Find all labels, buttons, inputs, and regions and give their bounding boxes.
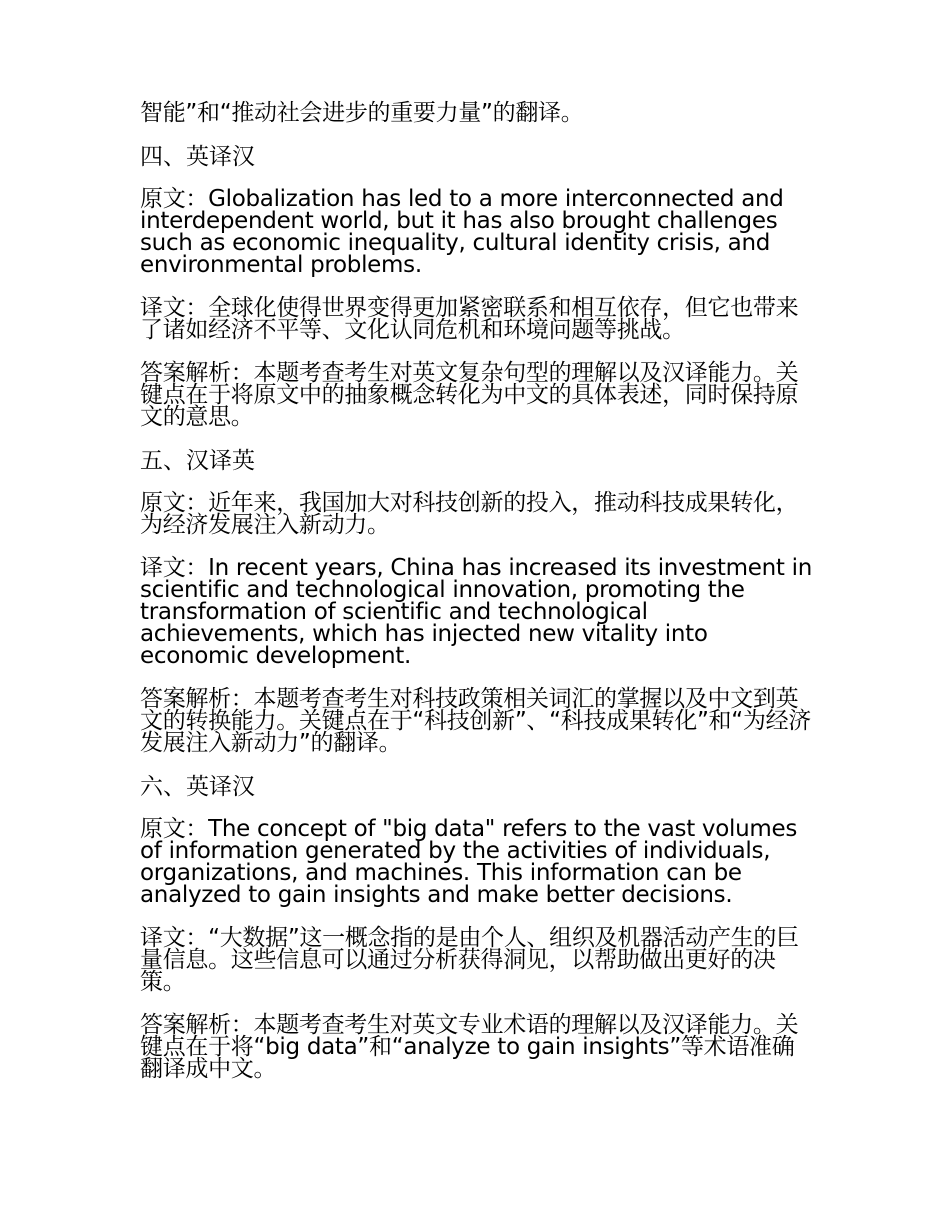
source-text-4: 原文：Globalization has led to a more interconnected and interdependent world, but it has also brought challenges such as economic inequality, cultural identity crisis, and environmental problems. <box>140 186 784 278</box>
answer-analysis-6: 答案解析：本题考查考生对英文专业术语的理解以及汉译能力。关键点在于将“big data”和“analyze to gain insights”等术语准确翻译成中文。 <box>140 1012 799 1082</box>
document-page <box>140 102 812 1101</box>
translation-text-5: 译文：In recent years, China has increased its investment in scientific and technological innovation, promoting the transformation of scientific and technological achievements, which has injected new vitality into economic development. <box>140 555 812 669</box>
source-text-5: 原文：近年来，我国加大对科技创新的投入，推动科技成果转化，为经济发展注入新动力。 <box>140 490 799 538</box>
source-text-6: 原文：The concept of "big data" refers to the vast volumes of information generated by the activities of individuals, organizations, and machines. This information can be analyzed to gain insights and make better decisions. <box>140 816 798 908</box>
answer-analysis-5: 答案解析：本题考查考生对科技政策相关词汇的掌握以及中文到英文的转换能力。关键点在于“科技创新”、“科技成果转化”和“为经济发展注入新动力”的翻译。 <box>140 686 811 756</box>
section-heading-6: 六、英译汉 <box>140 774 255 800</box>
translation-text-6: 译文：“大数据”这一概念指的是由个人、组织及机器活动产生的巨量信息。这些信息可以通过分析获得洞见，以帮助做出更好的决策。 <box>140 925 799 995</box>
section-heading-5: 五、汉译英 <box>140 448 255 474</box>
section-heading-4: 四、英译汉 <box>140 144 255 170</box>
paragraph-continuation: 智能”和“推动社会进步的重要力量”的翻译。 <box>140 100 584 126</box>
answer-analysis-4: 答案解析：本题考查考生对英文复杂句型的理解以及汉译能力。关键点在于将原文中的抽象概念转化为中文的具体表述，同时保持原文的意思。 <box>140 360 799 430</box>
translation-text-4: 译文：全球化使得世界变得更加紧密联系和相互依存，但它也带来了诸如经济不平等、文化认同危机和环境问题等挑战。 <box>140 295 799 343</box>
